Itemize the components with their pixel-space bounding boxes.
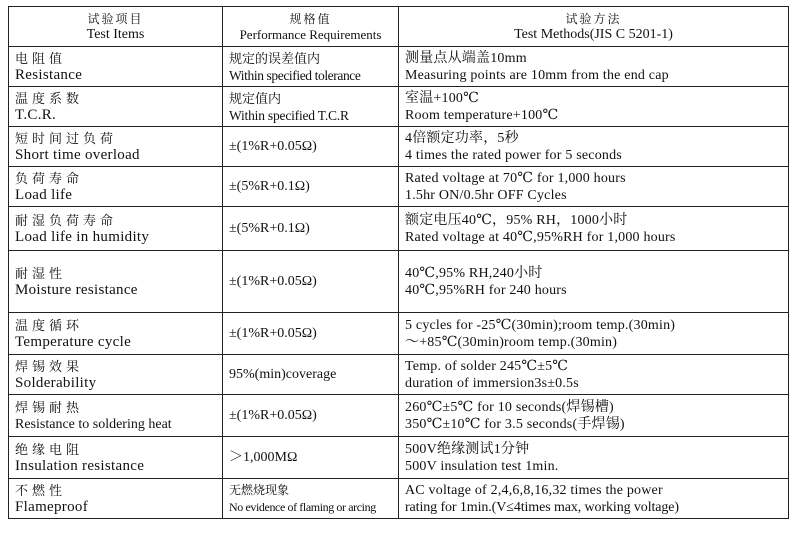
method-line-1: 测量点从端盖10mm [405,50,527,66]
test-item-cell [9,251,223,313]
test-item-cell [9,127,223,167]
test-item-zh: 短时间过负荷 [15,130,118,146]
test-item-cell [9,395,223,437]
requirement-cell [223,207,399,251]
test-spec-table [8,6,789,519]
method-line-1: 5 cycles for -25℃(30min);room temp.(30min) [405,317,676,333]
test-item-en: Load life in humidity [15,228,150,245]
requirement-cell [223,167,399,207]
method-line-1: AC voltage of 2,4,6,8,16,32 times the power [405,482,663,498]
test-item-zh: 不燃性 [15,482,67,498]
table-row [9,479,789,519]
test-item-en: Insulation resistance [15,457,145,474]
method-line-2: 4 times the rated power for 5 seconds [405,147,622,163]
header-performance-requirements [223,7,399,47]
requirement-value: ±(1%R+0.05Ω) [229,139,317,154]
table-row [9,437,789,479]
test-item-zh: 耐湿性 [15,265,67,281]
requirement-value: ±(1%R+0.05Ω) [229,274,317,289]
requirement-value: ±(1%R+0.05Ω) [229,326,317,341]
requirement-cell [223,437,399,479]
test-item-cell [9,47,223,87]
header-test-methods [399,7,789,47]
method-line-1: 额定电压40℃，95% RH，1000小时 [405,212,628,228]
header-test-methods-en: Test Methods(JIS C 5201-1) [514,26,673,42]
method-cell [399,251,789,313]
requirement-cell [223,251,399,313]
table-row [9,87,789,127]
requirement-zh: 规定值内 [229,90,282,106]
header-test-methods-zh: 试验方法 [565,11,622,26]
header-performance-requirements-en: Performance Requirements [239,26,382,42]
method-cell [399,207,789,251]
table-row [9,313,789,355]
requirement-value: ±(5%R+0.1Ω) [229,221,310,236]
requirement-zh: 规定的误差值内 [229,50,321,66]
test-item-en: T.C.R. [15,106,57,123]
test-item-en: Resistance [15,66,83,83]
test-item-cell [9,313,223,355]
test-item-cell [9,87,223,127]
test-item-zh: 绝缘电阻 [15,441,84,457]
test-item-zh: 焊锡耐热 [15,399,84,415]
test-item-zh: 耐湿负荷寿命 [15,212,118,228]
requirement-value: ＞1,000MΩ [229,450,298,465]
requirement-cell [223,479,399,519]
method-line-2: 350℃±10℃ for 3.5 seconds(手焊锡) [405,416,625,432]
requirement-cell [223,355,399,395]
test-item-cell [9,479,223,519]
table-row [9,127,789,167]
method-line-2: Room temperature+100℃ [405,107,559,123]
method-line-2: Rated voltage at 40℃,95%RH for 1,000 hours [405,229,676,245]
method-cell [399,437,789,479]
table-header-row [9,7,789,47]
requirement-cell [223,87,399,127]
spec-table-wrapper [8,6,788,519]
method-line-2: 1.5hr ON/0.5hr OFF Cycles [405,187,567,203]
requirement-en: No evidence of flaming or arcing [229,499,376,514]
test-item-zh: 电阻值 [15,50,67,66]
test-item-cell [9,167,223,207]
method-line-1: Temp. of solder 245℃±5℃ [405,358,569,374]
table-row [9,355,789,395]
method-line-1: 500V绝缘测试1分钟 [405,441,530,457]
method-line-1: 4倍额定功率，5秒 [405,130,519,146]
test-item-zh: 焊锡效果 [15,358,84,374]
method-line-1: 40℃,95% RH,240小时 [405,265,543,281]
method-cell [399,479,789,519]
method-line-2: Measuring points are 10mm from the end cap [405,67,669,83]
method-line-2: ～+85℃(30min)room temp.(30min) [405,334,618,350]
requirement-value: 95%(min)coverage [229,367,337,382]
test-item-en: Load life [15,186,73,203]
requirement-value: ±(5%R+0.1Ω) [229,179,310,194]
method-cell [399,127,789,167]
method-cell [399,313,789,355]
method-line-1: Rated voltage at 70℃ for 1,000 hours [405,170,626,186]
test-item-en: Short time overload [15,146,140,163]
test-item-cell [9,355,223,395]
requirement-cell [223,47,399,87]
test-item-en: Moisture resistance [15,281,138,298]
table-row [9,251,789,313]
test-item-en: Solderability [15,374,97,391]
test-item-cell [9,207,223,251]
header-test-items-zh: 试验项目 [87,11,144,26]
requirement-en: Within specified T.C.R [229,107,349,123]
requirement-value: ±(1%R+0.05Ω) [229,408,317,423]
method-line-2: 40℃,95%RH for 240 hours [405,282,567,298]
requirement-cell [223,127,399,167]
method-line-1: 室温+100℃ [405,90,479,106]
method-cell [399,47,789,87]
requirement-zh: 无燃烧现象 [229,482,290,497]
method-line-2: 500V insulation test 1min. [405,458,559,474]
table-row [9,167,789,207]
table-row [9,47,789,87]
header-performance-requirements-zh: 规格值 [289,11,332,26]
method-cell [399,167,789,207]
requirement-cell [223,395,399,437]
method-cell [399,355,789,395]
method-cell [399,395,789,437]
test-item-zh: 负荷寿命 [15,170,84,186]
header-test-items-en: Test Items [86,26,145,42]
test-item-zh: 温度系数 [15,90,84,106]
method-line-2: rating for 1min.(V≤4times max, working voltage) [405,499,679,515]
test-item-en: Resistance to soldering heat [15,416,172,432]
table-row [9,207,789,251]
test-item-en: Flameproof [15,498,88,515]
header-test-items [9,7,223,47]
method-cell [399,87,789,127]
method-line-1: 260℃±5℃ for 10 seconds(焊锡槽) [405,399,614,415]
test-item-zh: 温度循环 [15,317,84,333]
method-line-2: duration of immersion3s±0.5s [405,375,579,391]
requirement-en: Within specified tolerance [229,67,361,83]
table-row [9,395,789,437]
test-item-cell [9,437,223,479]
test-item-en: Temperature cycle [15,333,132,350]
requirement-cell [223,313,399,355]
